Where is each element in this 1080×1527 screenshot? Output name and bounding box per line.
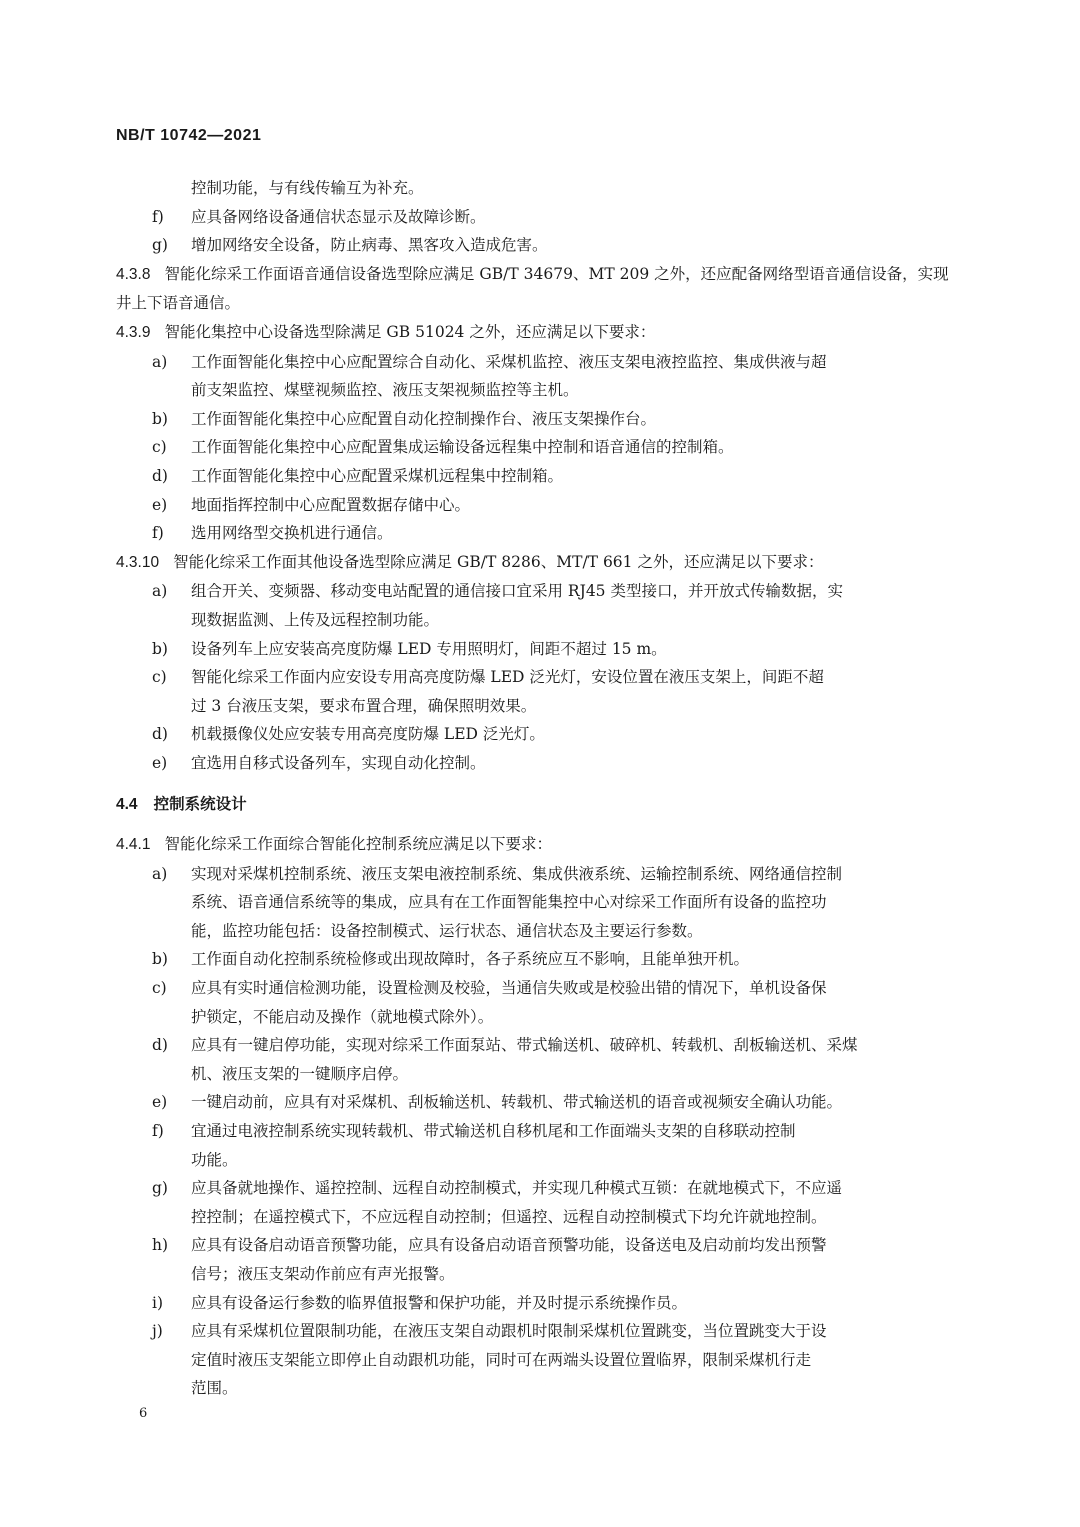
- clause-4-3-10: 4.3.10 智能化综采工作面其他设备选型除应满足 GB/T 8286、MT/T 661 之外，还应满足以下要求：: [116, 552, 824, 571]
- list-item: a) 组合开关、变频器、移动变电站配置的通信接口宜采用 RJ45 类型接口，并开放式传输数据，实 现数据监测、上传及远程控制功能。: [152, 582, 843, 629]
- list-item: c) 应具有实时通信检测功能，设置检测及校验，当通信失败或是校验出错的情况下，单机设备保 护锁定，不能启动及操作（就地模式除外）。: [152, 979, 827, 1026]
- list-item: d) 机载摄像仪处应安装专用高亮度防爆 LED 泛光灯。: [152, 725, 545, 744]
- page-number: 6: [139, 1406, 148, 1421]
- clause-4-4-1: 4.4.1 智能化综采工作面综合智能化控制系统应满足以下要求：: [116, 835, 552, 854]
- list-item: d) 工作面智能化集控中心应配置采煤机远程集中控制箱。: [152, 466, 564, 485]
- list-item: a) 实现对采煤机控制系统、液压支架电液控制系统、集成供液系统、运输控制系统、网络通信控制 系统、语音通信系统等的集成，应具有在工作面智能集控中心对综采工作面所有设备的监控功 能，监控功能包括：设备控制模式、运行状态、通信状态及主要运行参数。: [152, 864, 843, 940]
- list-item: i) 应具有设备运行参数的临界值报警和保护功能，并及时提示系统操作员。: [152, 1293, 688, 1312]
- section-title-4-4: 4.4 控制系统设计: [116, 796, 247, 814]
- list-item: d) 应具有一键启停功能，实现对综采工作面泵站、带式输送机、破碎机、转载机、刮板输送机、采煤 机、液压支架的一键顺序启停。: [152, 1036, 858, 1083]
- document-header: NB/T 10742—2021: [116, 127, 262, 144]
- list-item: c) 工作面智能化集控中心应配置集成运输设备远程集中控制和语音通信的控制箱。: [152, 438, 734, 457]
- list-item: e) 一键启动前，应具有对采煤机、刮板输送机、转载机、带式输送机的语音或视频安全确认功能。: [152, 1093, 843, 1112]
- list-item: b) 设备列车上应安装高亮度防爆 LED 专用照明灯，间距不超过 15 m。: [152, 639, 667, 658]
- clause-4-3-8: 4.3.8 智能化综采工作面语音通信设备选型除应满足 GB/T 34679、MT 209 之外，还应配备网络型语音通信设备，实现井上下语音通信。: [116, 264, 949, 313]
- list-item: b) 工作面智能化集控中心应配置自动化控制操作台、液压支架操作台。: [152, 409, 657, 428]
- list-item: h) 应具有设备启动语音预警功能，应具有设备启动语音预警功能，设备送电及启动前均发出预警 信号；液压支架动作前应有声光报警。: [152, 1236, 827, 1283]
- list-item: g) 应具备就地操作、遥控控制、远程自动控制模式，并实现几种模式互锁：在就地模式下，不应遥 控控制；在遥控模式下，不应远程自动控制；但遥控、远程自动控制模式下均允许就地控制。: [152, 1179, 843, 1226]
- list-item: a) 工作面智能化集控中心应配置综合自动化、采煤机监控、液压支架电液控监控、集成供液与超 前支架监控、煤壁视频监控、液压支架视频监控等主机。: [152, 352, 827, 400]
- list-item: e) 宜选用自移式设备列车，实现自动化控制。: [152, 753, 486, 772]
- list-item: f) 选用网络型交换机进行通信。: [152, 524, 393, 543]
- list-item: c) 智能化综采工作面内应安设专用高亮度防爆 LED 泛光灯，安设位置在液压支架上，间距不超 过 3 台液压支架，要求布置合理，确保照明效果。: [152, 668, 824, 715]
- clause-4-3-9: 4.3.9 智能化集控中心设备选型除满足 GB 51024 之外，还应满足以下要求：: [116, 322, 656, 341]
- list-item: b) 工作面自动化控制系统检修或出现故障时，各子系统应互不影响，且能单独开机。: [152, 950, 750, 969]
- list-item: f) 应具备网络设备通信状态显示及故障诊断。: [152, 207, 486, 226]
- list-item: f) 宜通过电液控制系统实现转载机、带式输送机自移机尾和工作面端头支架的自移联动控制 功能。: [152, 1122, 796, 1169]
- list-item: e) 地面指挥控制中心应配置数据存储中心。: [152, 495, 471, 514]
- list-item: j) 应具有采煤机位置限制功能，在液压支架自动跟机时限制采煤机位置跳变，当位置跳变大于设 定值时液压支架能立即停止自动跟机功能，同时可在两端头设置位置临界，限制采煤机行走 范围。: [152, 1322, 827, 1398]
- document-body: [116, 174, 956, 1403]
- list-item: g) 增加网络安全设备，防止病毒、黑客攻入造成危害。: [152, 236, 548, 255]
- continuation-line: 控制功能，与有线传输互为补充。: [191, 179, 424, 197]
